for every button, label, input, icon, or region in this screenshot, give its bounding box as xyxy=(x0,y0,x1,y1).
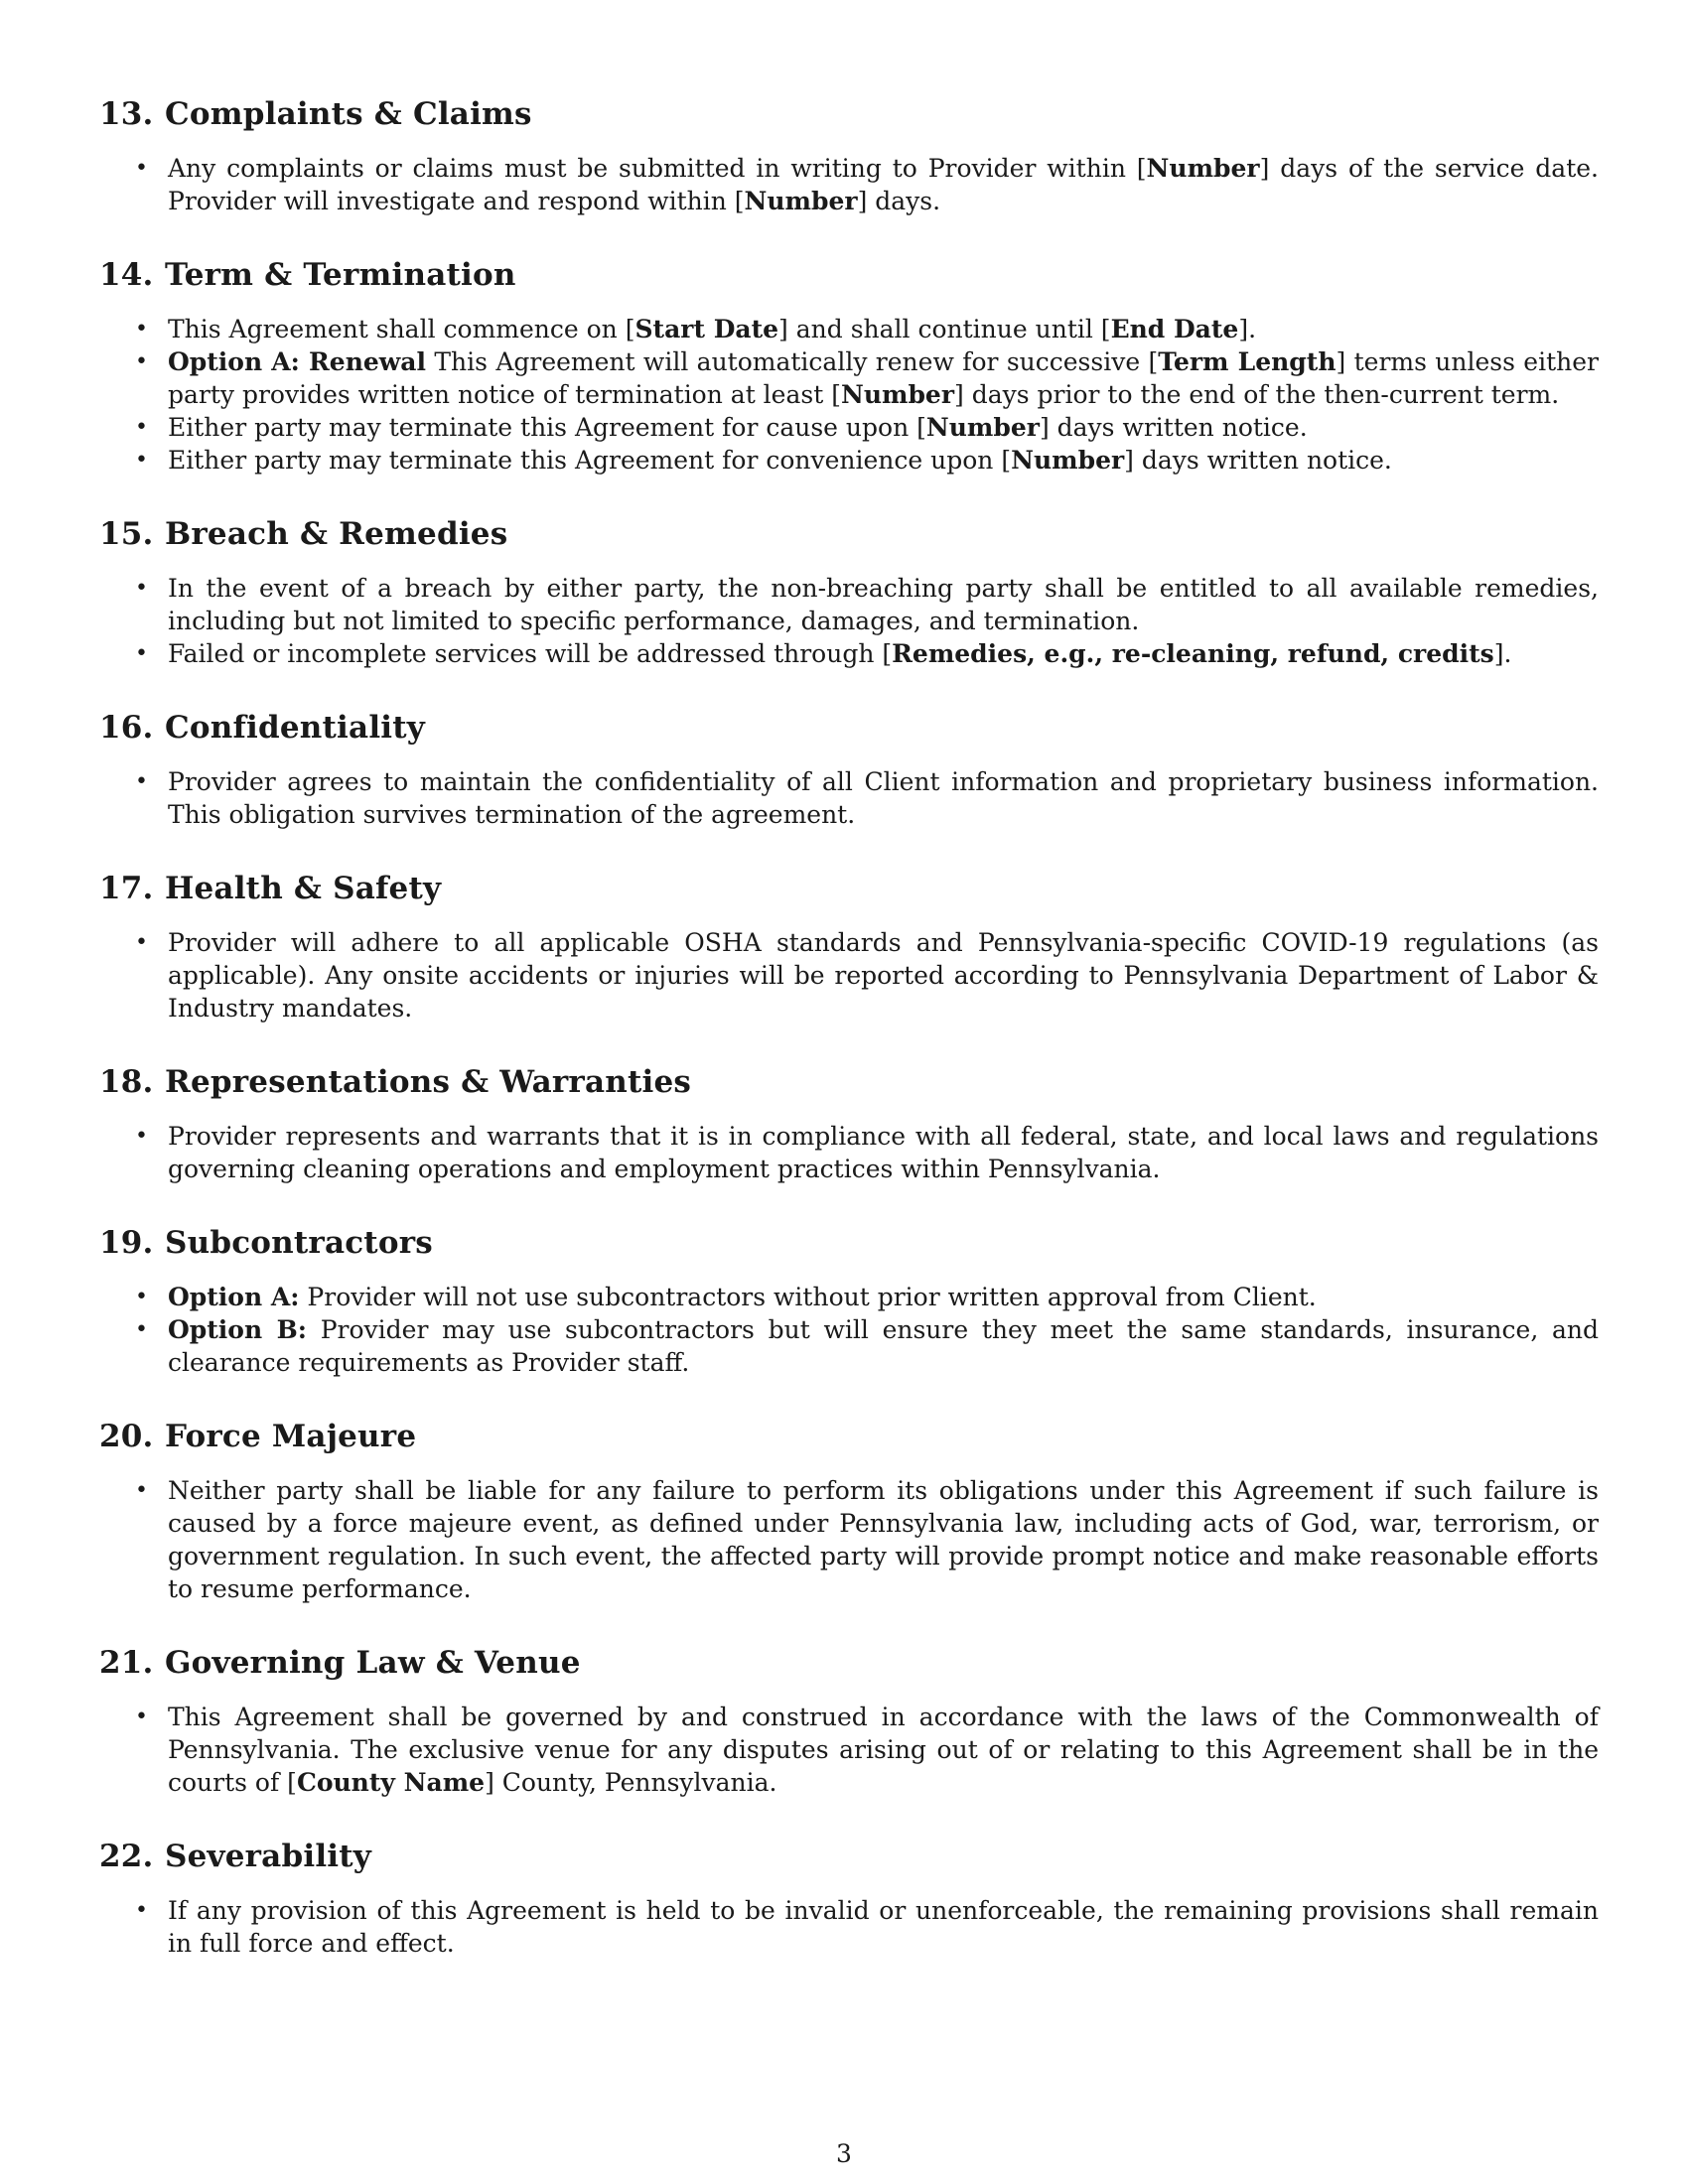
bullet-item xyxy=(99,411,1599,444)
bold-text: County Name xyxy=(296,1768,486,1797)
bullet-item xyxy=(99,345,1599,411)
bold-text: Term Length xyxy=(1158,347,1336,376)
bullet-list xyxy=(99,1894,1599,1960)
bullet-item xyxy=(99,1474,1599,1605)
section-title: Breach & Remedies xyxy=(165,516,508,552)
section-number: 18. xyxy=(99,1064,154,1100)
bullet-item xyxy=(99,1894,1599,1960)
text-run: Provider will not use subcontractors without prior written approval from Client. xyxy=(299,1283,1317,1311)
bullet-item xyxy=(99,1281,1599,1313)
text-run: ] and shall continue until [ xyxy=(778,315,1111,343)
section-number: 15. xyxy=(99,516,154,552)
page-number: 3 xyxy=(836,2139,852,2168)
section-heading xyxy=(99,1220,1599,1266)
section-18 xyxy=(99,1059,1599,1185)
bold-text: Option A: Renewal xyxy=(168,347,426,376)
section-21 xyxy=(99,1640,1599,1799)
bullet-item xyxy=(99,1701,1599,1799)
section-heading xyxy=(99,91,1599,137)
text-run: In the event of a breach by either party, the non-breaching party shall be entitled to all available remedies, including but not limited to specific performance, damages, and termination. xyxy=(168,574,1599,635)
text-run: This Agreement shall be governed by and construed in accordance with the laws of the Commonwealth of Pennsylvania. The exclusive venue for any disputes arising out of or relating to this Agreement shall be in the courts of [ xyxy=(168,1703,1599,1797)
bold-text: End Date xyxy=(1110,315,1239,343)
section-heading xyxy=(99,1414,1599,1459)
bold-text: Option B: xyxy=(168,1315,307,1344)
text-run: ] days of the service date. Provider will investigate and respond within [ xyxy=(168,154,1599,215)
text-run: Failed or incomplete services will be addressed through [ xyxy=(168,639,893,668)
text-run: Neither party shall be liable for any failure to perform its obligations under this Agreement if such failure is caused by a force majeure event, as defined under Pennsylvania law, including acts of God, war, terrorism, or government regulation. In such event, the affected party will provide prompt notice and make reasonable efforts to resume performance. xyxy=(168,1476,1599,1603)
bold-text: Number xyxy=(840,380,955,409)
bullet-item xyxy=(99,926,1599,1024)
text-run: Either party may terminate this Agreement for convenience upon [ xyxy=(168,446,1012,475)
bold-text: Remedies, e.g., re-cleaning, refund, credits xyxy=(892,639,1494,668)
bold-text: Number xyxy=(1011,446,1125,475)
section-title: Severability xyxy=(165,1839,372,1874)
section-title: Term & Termination xyxy=(165,257,516,293)
section-heading xyxy=(99,866,1599,911)
bullet-item xyxy=(99,572,1599,637)
bullet-item xyxy=(99,152,1599,217)
section-number: 22. xyxy=(99,1839,154,1874)
bold-text: Number xyxy=(1146,154,1260,183)
bullet-list xyxy=(99,1281,1599,1379)
text-run: Either party may terminate this Agreement for cause upon [ xyxy=(168,413,926,442)
text-run: ]. xyxy=(1238,315,1257,343)
bold-text: Number xyxy=(925,413,1040,442)
section-heading xyxy=(99,1059,1599,1105)
section-title: Subcontractors xyxy=(165,1225,433,1261)
text-run: ] days written notice. xyxy=(1039,413,1308,442)
bullet-item xyxy=(99,1120,1599,1185)
bold-text: Option A: xyxy=(168,1283,300,1311)
bullet-item xyxy=(99,765,1599,831)
section-16 xyxy=(99,705,1599,831)
bullet-item xyxy=(99,444,1599,477)
section-title: Representations & Warranties xyxy=(165,1064,692,1100)
section-title: Health & Safety xyxy=(165,871,442,906)
section-number: 19. xyxy=(99,1225,154,1261)
bullet-list xyxy=(99,313,1599,477)
section-20 xyxy=(99,1414,1599,1605)
text-run: Any complaints or claims must be submitted in writing to Provider within [ xyxy=(168,154,1147,183)
text-run: ] days written notice. xyxy=(1124,446,1392,475)
section-19 xyxy=(99,1220,1599,1379)
section-14 xyxy=(99,252,1599,477)
bullet-list xyxy=(99,765,1599,831)
text-run: Provider may use subcontractors but will ensure they meet the same standards, insurance, and clearance requirements as Provider staff. xyxy=(168,1315,1600,1377)
section-number: 17. xyxy=(99,871,154,906)
text-run: ] days prior to the end of the then-current term. xyxy=(954,380,1560,409)
document-page xyxy=(99,91,1599,1994)
text-run: Provider will adhere to all applicable OSHA standards and Pennsylvania-specific COVID-19 regulations (as applicable). Any onsite accidents or injuries will be reported according to Pennsylvania Department of Labor & Industry mandates. xyxy=(168,928,1599,1023)
section-title: Confidentiality xyxy=(165,710,426,746)
bullet-list xyxy=(99,1701,1599,1799)
section-15 xyxy=(99,511,1599,670)
section-heading xyxy=(99,252,1599,298)
bold-text: Number xyxy=(744,187,858,215)
section-13 xyxy=(99,91,1599,217)
bullet-list xyxy=(99,1474,1599,1605)
text-run: ] days. xyxy=(857,187,941,215)
bullet-list xyxy=(99,572,1599,670)
text-run: Provider agrees to maintain the confidentiality of all Client information and proprietary business information. This obligation survives termination of the agreement. xyxy=(168,767,1599,829)
bullet-item xyxy=(99,1313,1599,1379)
bullet-item xyxy=(99,637,1599,670)
text-run: Provider represents and warrants that it is in compliance with all federal, state, and local laws and regulations governing cleaning operations and employment practices within Pennsylvania. xyxy=(168,1122,1599,1183)
text-run: This Agreement will automatically renew for successive [ xyxy=(426,347,1159,376)
section-number: 21. xyxy=(99,1645,154,1681)
bold-text: Start Date xyxy=(634,315,779,343)
section-heading xyxy=(99,1640,1599,1686)
section-17 xyxy=(99,866,1599,1024)
section-heading xyxy=(99,705,1599,751)
bullet-list xyxy=(99,1120,1599,1185)
text-run: ] terms unless either party provides written notice of termination at least [ xyxy=(168,347,1599,409)
bullet-item xyxy=(99,313,1599,345)
section-title: Force Majeure xyxy=(165,1419,417,1454)
section-title: Governing Law & Venue xyxy=(165,1645,581,1681)
section-number: 14. xyxy=(99,257,154,293)
section-number: 16. xyxy=(99,710,154,746)
section-22 xyxy=(99,1834,1599,1960)
section-heading xyxy=(99,1834,1599,1879)
text-run: ]. xyxy=(1493,639,1512,668)
section-title: Complaints & Claims xyxy=(165,96,532,132)
section-number: 13. xyxy=(99,96,154,132)
section-number: 20. xyxy=(99,1419,154,1454)
bullet-list xyxy=(99,152,1599,217)
text-run: This Agreement shall commence on [ xyxy=(168,315,635,343)
text-run: If any provision of this Agreement is held to be invalid or unenforceable, the remaining provisions shall remain in full force and effect. xyxy=(168,1896,1599,1958)
section-heading xyxy=(99,511,1599,557)
text-run: ] County, Pennsylvania. xyxy=(485,1768,777,1797)
bullet-list xyxy=(99,926,1599,1024)
